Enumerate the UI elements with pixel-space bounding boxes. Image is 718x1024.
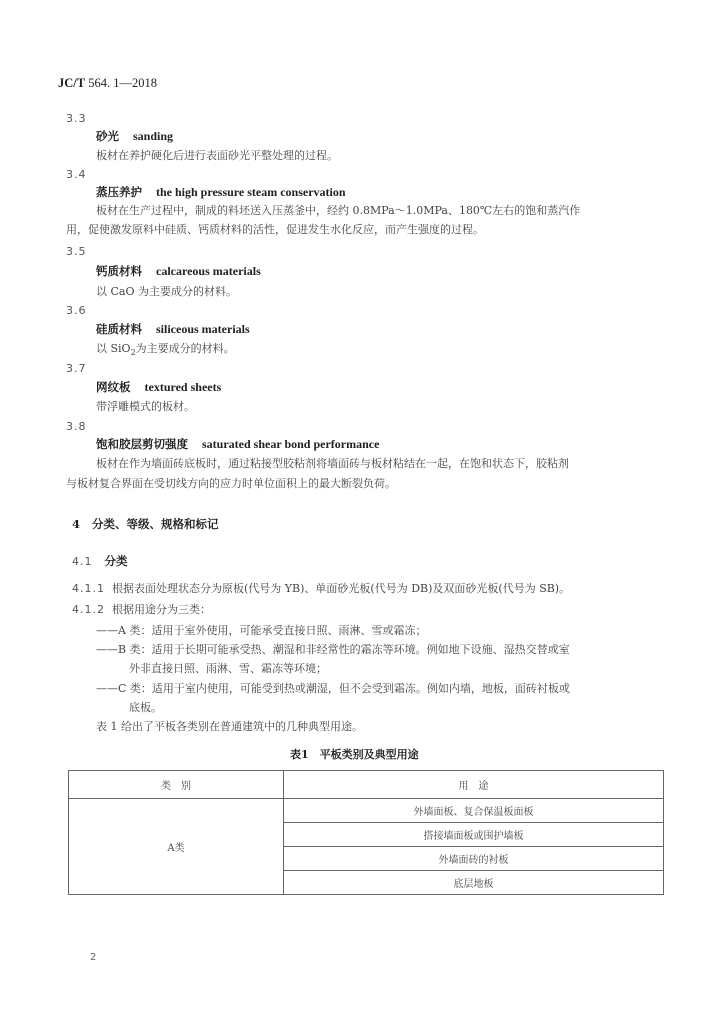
class-a-item: ——A 类：适用于室外使用，可能承受直接日照、雨淋、雪或霜冻； [96,624,427,637]
class-b-item-cont: 外非直接日照、雨淋、雪、霜冻等环境； [129,662,327,675]
clause-4-1-2: 4.1.2 根据用途分为三类： [72,603,211,616]
class-c-item-cont: 底板。 [129,701,162,714]
use-cell: 外墙面板、复合保温板面板 [284,799,664,823]
use-cell: 搭接墙面板或围护墙板 [284,823,664,847]
category-cell: A类 [69,799,284,895]
standard-code: JC/T 564. 1—2018 [58,76,157,90]
term-title: 饱和胶层剪切强度 saturated shear bond performance [96,437,380,451]
term-definition: 以 CaO 为主要成分的材料。 [96,285,237,298]
term-definition: 板材在生产过程中，制成的料坯送入压蒸釜中，经约 0.8MPa～1.0MPa、180℃左右的饱和蒸汽作 [96,204,581,217]
use-cell: 外墙面砖的衬板 [284,847,664,871]
usage-table [68,770,664,895]
term-title: 砂光 sanding [96,129,174,143]
term-number: 3.6 [66,304,87,317]
term-definition: 以 SiO$_2$为主要成分的材料。 [96,342,235,358]
use-cell: 底层地板 [284,871,664,895]
class-c-item: ——C 类：适用于室内使用，可能受到热或潮湿，但不会受到霜冻。例如内墙，地板，面砖衬板或 [96,682,570,695]
term-number: 3.3 [66,112,87,125]
term-definition-cont: 用，促使激发原料中硅质、钙质材料的活性，促进发生水化反应，而产生强度的过程。 [66,223,484,236]
header-category: 类 别 [69,771,284,799]
term-title: 蒸压养护 the high pressure steam conservation [96,185,346,199]
term-title: 硅质材料 siliceous materials [96,322,250,336]
term-title: 钙质材料 calcareous materials [96,264,261,278]
class-b-item: ——B 类：适用于长期可能承受热、潮湿和非经常性的霜冻等环境。例如地下设施、湿热交替或室 [96,643,570,656]
page-number: 2 [90,952,97,963]
term-definition: 板材在养护硬化后进行表面砂光平整处理的过程。 [96,149,338,162]
term-title: 网纹板 textured sheets [96,380,222,394]
table-row [69,799,664,823]
term-number: 3.5 [66,245,87,258]
term-definition-cont: 与板材复合界面在受切线方向的应力时单位面积上的最大断裂负荷。 [66,477,396,490]
header-use: 用 途 [284,771,664,799]
table-header-row [69,771,664,799]
term-number: 3.4 [66,168,87,181]
term-definition: 带浮雕模式的板材。 [96,400,195,413]
term-definition: 板材在作为墙面砖底板时，通过粘接型胶粘剂将墙面砖与板材粘结在一起，在饱和状态下，胶粘剂 [96,457,569,470]
table-caption: 表1 平板类别及典型用途 [290,748,419,761]
clause-4-1-1: 4.1.1 根据表面处理状态分为原板(代号为 YB)、单面砂光板(代号为 DB)及双面砂光板(代号为 SB)。 [72,582,571,595]
term-number: 3.8 [66,420,87,433]
term-number: 3.7 [66,362,87,375]
section-heading: 4 分类、等级、规格和标记 [72,517,219,531]
subsection-heading: 4.1 分类 [72,554,128,568]
table-intro: 表 1 给出了平板各类别在普通建筑中的几种典型用途。 [96,720,363,733]
